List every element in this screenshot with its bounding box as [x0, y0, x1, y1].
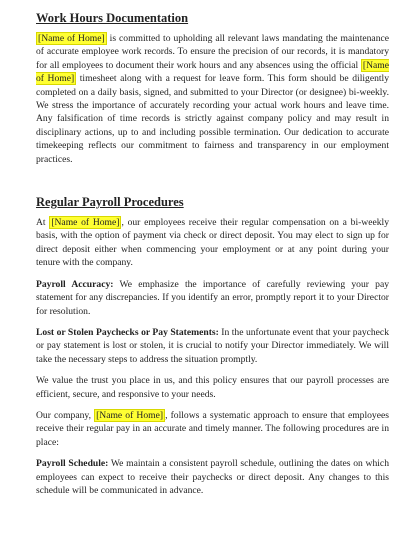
paragraph-text: Our company, — [36, 409, 95, 421]
paragraph — [36, 326, 389, 366]
paragraph-text: We value the trust you place in us, and this policy ensures that our payroll processes are efficient, secure, and responsive to your needs. — [36, 375, 389, 400]
paragraph-lead: Lost or Stolen Paychecks or Pay Statements: — [36, 326, 219, 338]
paragraph-lead: Payroll Accuracy: — [36, 278, 114, 290]
paragraph-text: At — [36, 217, 50, 229]
paragraph-text: is committed to upholding all relevant laws mandating the maintenance of accurate employee work records. To ensure the precision of our records, it is mandatory for all employees to document their work hours and any absences using the official — [36, 33, 390, 71]
paragraph — [36, 374, 389, 401]
section-payroll — [36, 194, 389, 497]
section-work-hours — [36, 10, 389, 166]
highlight-placeholder: [Name of Home] — [96, 409, 164, 421]
paragraph — [36, 457, 389, 497]
paragraph-text: , follows a systematic approach to ensure that employees receive their regular pay in an accurate and timely manner. The following procedures are in place: — [36, 409, 389, 448]
paragraph-text: In the unfortunate event that your paycheck or pay statement is lost or stolen, it is crucial to notify your Director immediately. We will take the necessary steps to address the situation promptly. — [36, 326, 389, 365]
highlight-placeholder: [Name of Home] — [51, 217, 120, 229]
paragraph-text: , our employees receive their regular compensation on a bi-weekly basis, with the option of payment via check or direct deposit. You may elect to sign up for direct deposit either when commencing your employment or at any point during your tenure with the company. — [36, 217, 390, 269]
highlight-placeholder: [Name of Home] — [38, 33, 105, 44]
paragraph-text: timesheet along with a request for leave form. This form should be diligently completed on a daily basis, signed, and submitted to your Director (or designee) bi-weekly. We stress the importance of accurately recording your actual work hours and leave time. Any falsification of time records is strictly against company policy and may result in disciplinary actions, up to and including possible termination. Our dedication to accurate timekeeping reflects our commitment to fairness and transparency in our employment practices. — [36, 73, 389, 165]
paragraph — [36, 409, 389, 449]
paragraph-text: We maintain a consistent payroll schedule, outlining the dates on which employees can expect to receive their paychecks or direct deposit. Any changes to this schedule will be communicated in advance. — [36, 458, 389, 496]
section-heading: Regular Payroll Procedures — [36, 195, 184, 210]
paragraph — [36, 278, 389, 318]
highlight-placeholder: [Name of Home] — [36, 59, 389, 85]
paragraph-text: We emphasize the importance of carefully reviewing your pay statement for any discrepancies. If you identify an error, promptly report it to your Director for resolution. — [36, 278, 390, 317]
section-heading: Work Hours Documentation — [36, 11, 189, 25]
paragraph — [36, 216, 389, 270]
paragraph — [36, 32, 389, 166]
paragraph-lead: Payroll Schedule: — [36, 458, 109, 470]
